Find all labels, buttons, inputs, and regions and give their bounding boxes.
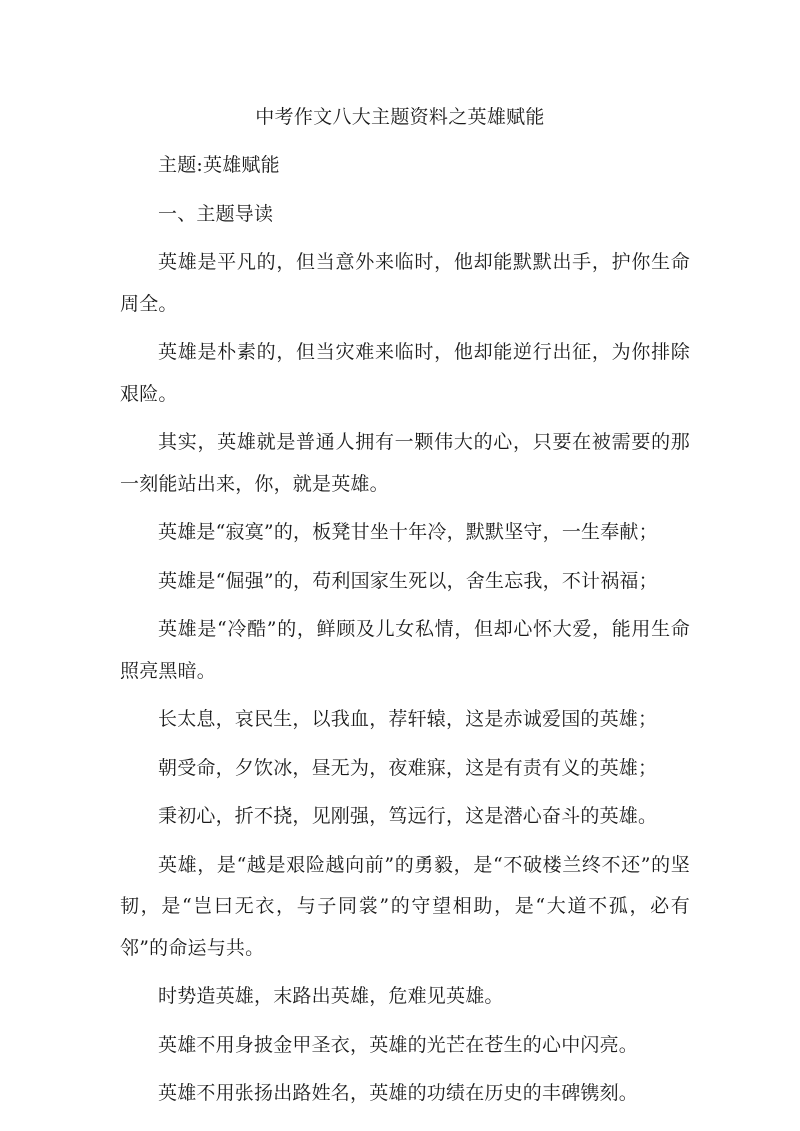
paragraph: 英雄是“倔强”的，苟利国家生死以，舍生忘我，不计祸福； <box>158 569 658 592</box>
paragraph: 英雄是“寂寞”的，板凳甘坐十年冷，默默坚守，一生奉献； <box>158 521 658 543</box>
paragraph: 时势造英雄，末路出英雄，危难见英雄。 <box>158 985 504 1007</box>
paragraph: 英雄是朴素的，但当灾难来临时，他却能逆行出征，为你排除艰险。 <box>120 341 690 405</box>
paragraph-topic: 主题:英雄赋能 <box>158 154 280 176</box>
paragraph: 英雄不用身披金甲圣衣，英雄的光芒在苍生的心中闪亮。 <box>158 1033 639 1056</box>
paragraph-section-heading: 一、主题导读 <box>158 202 274 225</box>
paragraph: 秉初心，折不挠，见刚强，笃远行，这是潜心奋斗的英雄。 <box>158 805 658 827</box>
document-title: 中考作文八大主题资料之英雄赋能 <box>255 106 545 128</box>
paragraph: 英雄，是“越是艰险越向前”的勇毅，是“不破楼兰终不还”的坚韧，是“岂曰无衣，与子同裳”的守望相助，是“大道不孤，必有邻”的命运与共。 <box>120 853 690 959</box>
paragraph: 长太息，哀民生，以我血，荐轩辕，这是赤诚爱国的英雄； <box>158 708 658 730</box>
paragraph: 英雄是“冷酷”的，鲜顾及儿女私情，但却心怀大爱，能用生命照亮黑暗。 <box>120 618 690 682</box>
paragraph: 英雄不用张扬出路姓名，英雄的功绩在历史的丰碑镌刻。 <box>158 1082 639 1104</box>
paragraph: 朝受命，夕饮冰，昼无为，夜难寐，这是有责有义的英雄； <box>158 756 658 779</box>
paragraph: 英雄是平凡的，但当意外来临时，他却能默默出手，护你生命周全。 <box>120 251 690 315</box>
paragraph: 其实，英雄就是普通人拥有一颗伟大的心，只要在被需要的那一刻能站出来，你，就是英雄。 <box>120 431 690 495</box>
document-body <box>120 145 690 1122</box>
